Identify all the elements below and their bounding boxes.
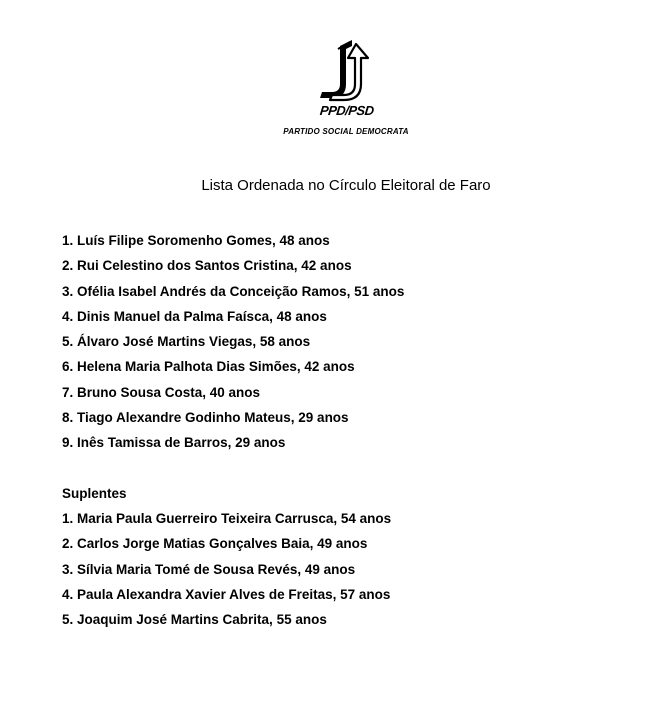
substitute-list [62,510,391,636]
substitute-item: 1. Maria Paula Guerreiro Teixeira Carrusca, 54 anos [62,511,392,526]
substitutes-heading: Suplentes [62,486,127,501]
candidate-item: 7. Bruno Sousa Costa, 40 anos [62,384,261,400]
candidate-item: 3. Ofélia Isabel Andrés da Conceição Ramos, 51 anos [62,283,405,299]
candidate-item: 2. Rui Celestino dos Santos Cristina, 42 anos [62,258,352,274]
substitute-item: 4. Paula Alexandra Xavier Alves de Freitas, 57 anos [62,586,391,602]
logo-text: PPD/PSD [319,103,375,118]
candidate-item: 1. Luís Filipe Soromenho Gomes, 48 anos [62,233,330,248]
candidate-item: 8. Tiago Alexandre Godinho Mateus, 29 anos [62,410,349,426]
substitute-item: 5. Joaquim José Martins Cabrita, 55 anos [62,612,327,628]
candidate-item: 4. Dinis Manuel da Palma Faísca, 48 anos [62,308,327,324]
candidate-item: 5. Álvaro José Martins Viegas, 58 anos [62,334,311,350]
substitute-item: 2. Carlos Jorge Matias Gonçalves Baia, 49 anos [62,536,368,552]
psd-arrows-icon [316,40,376,104]
candidate-list [62,232,404,460]
candidate-item: 6. Helena Maria Palhota Dias Simões, 42 anos [62,359,355,375]
party-name: PARTIDO SOCIAL DEMOCRATA [283,127,409,136]
document-title: Lista Ordenada no Círculo Eleitoral de Faro [201,177,491,194]
candidate-item: 9. Inês Tamissa de Barros, 29 anos [62,435,286,451]
substitute-item: 3. Sílvia Maria Tomé de Sousa Revés, 49 anos [62,561,356,577]
